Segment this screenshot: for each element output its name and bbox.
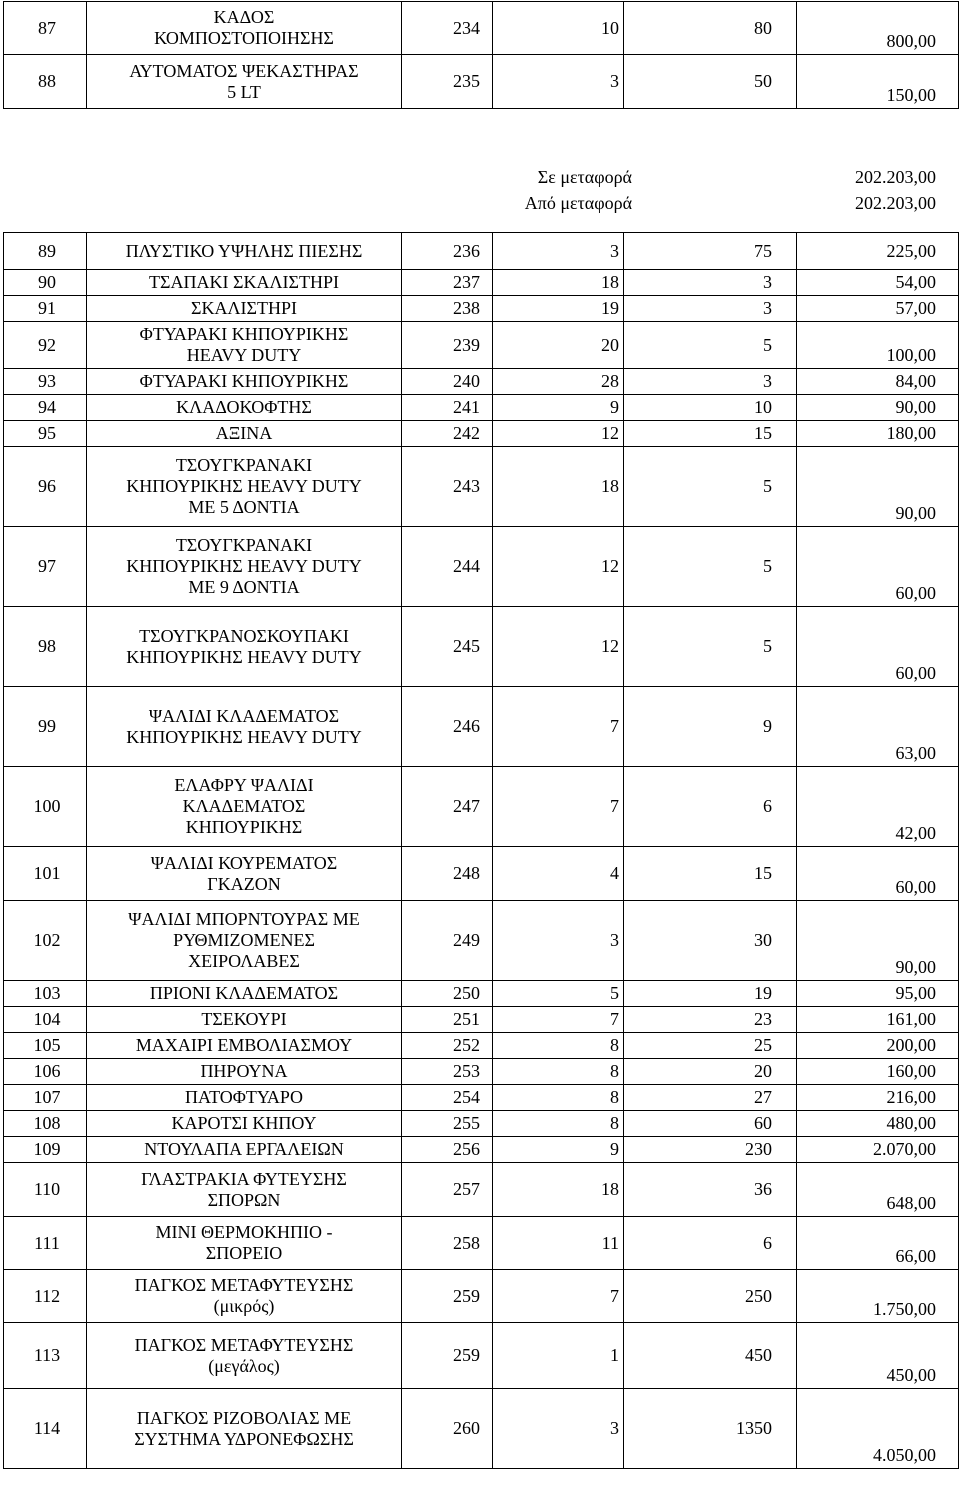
item-code: 252 — [453, 1035, 480, 1055]
item-quantity: 7 — [610, 1285, 619, 1306]
item-total: 648,00 — [886, 1193, 936, 1213]
table-row — [4, 1137, 959, 1163]
item-total: 54,00 — [895, 272, 936, 292]
item-number: 97 — [38, 556, 56, 576]
item-total: 63,00 — [895, 743, 936, 763]
item-quantity: 1 — [610, 1345, 619, 1365]
item-quantity: 18 — [601, 476, 619, 496]
carry-forward-row — [0, 165, 960, 189]
item-code: 255 — [453, 1113, 480, 1133]
item-unit-price: 230 — [745, 1139, 772, 1159]
item-number: 96 — [38, 476, 56, 496]
table-row — [4, 447, 959, 527]
item-code: 260 — [453, 1418, 480, 1438]
item-unit-price: 3 — [763, 272, 772, 292]
item-quantity: 20 — [601, 334, 619, 355]
item-quantity: 9 — [610, 397, 619, 417]
table-row — [4, 296, 959, 322]
item-description-line: ΤΣΑΠΑΚΙ ΣΚΑΛΙΣΤΗΡΙ — [149, 272, 339, 292]
item-unit-price: 27 — [754, 1087, 772, 1107]
item-total: 95,00 — [895, 983, 936, 1003]
item-code: 246 — [453, 716, 480, 736]
item-code: 249 — [453, 930, 480, 950]
item-description-line: ΚΗΠΟΥΡΙΚΗΣ HEAVY DUTY — [126, 556, 362, 576]
item-code: 259 — [453, 1285, 480, 1306]
table-row — [4, 607, 959, 687]
table-row — [4, 1323, 959, 1389]
item-description-line: ΜΙΝΙ ΘΕΡΜΟΚΗΠΙΟ - — [155, 1222, 333, 1242]
item-description-line: ΠΑΓΚΟΣ ΜΕΤΑΦΥΤΕΥΣΗΣ — [134, 1334, 354, 1355]
item-total: 90,00 — [895, 957, 936, 977]
item-description-line: ΑΥΤΟΜΑΤΟΣ ΨΕΚΑΣΤΗΡΑΣ — [129, 60, 359, 81]
item-description-line: ΚΗΠΟΥΡΙΚΗΣ HEAVY DUTY — [126, 646, 362, 667]
item-number: 107 — [33, 1087, 61, 1107]
item-quantity: 18 — [601, 272, 619, 292]
brought-forward-label: Από μεταφορά — [524, 193, 632, 213]
item-quantity: 12 — [601, 423, 619, 443]
item-quantity: 3 — [610, 930, 619, 950]
item-total: 180,00 — [886, 423, 936, 443]
item-total: 1.750,00 — [873, 1299, 936, 1319]
item-description-line: ΨΑΛΙΔΙ ΚΟΥΡΕΜΑΤΟΣ — [150, 852, 338, 873]
item-unit-price: 80 — [754, 17, 772, 38]
table-row — [4, 1059, 959, 1085]
item-unit-price: 450 — [745, 1345, 772, 1365]
item-number: 102 — [33, 930, 61, 950]
item-unit-price: 23 — [754, 1009, 772, 1029]
item-number: 108 — [33, 1113, 61, 1133]
table-row — [4, 981, 959, 1007]
item-quantity: 10 — [601, 17, 619, 38]
table-row — [4, 767, 959, 847]
item-description-line: ΠΑΓΚΟΣ ΡΙΖΟΒΟΛΙΑΣ ΜΕ — [136, 1407, 352, 1428]
item-unit-price: 3 — [763, 371, 772, 391]
item-description-line: ΤΣΕΚΟΥΡΙ — [201, 1009, 287, 1029]
item-quantity: 8 — [610, 1113, 619, 1133]
item-description-line: ΣΠΟΡΩΝ — [207, 1189, 281, 1210]
item-description-line: ΚΗΠΟΥΡΙΚΗΣ — [185, 817, 303, 837]
item-description-line: ΤΣΟΥΓΚΡΑΝΑΚΙ — [175, 455, 313, 475]
item-code: 257 — [453, 1179, 480, 1199]
item-number: 92 — [38, 334, 56, 355]
item-total: 800,00 — [886, 31, 936, 51]
item-quantity: 7 — [610, 1009, 619, 1029]
item-number: 105 — [33, 1035, 61, 1055]
item-number: 93 — [38, 371, 56, 391]
item-description-line: 5 LT — [227, 81, 261, 102]
item-description-line: ΤΣΟΥΓΚΡΑΝΟΣΚΟΥΠΑΚΙ — [139, 625, 349, 646]
item-description-line: ΧΕΙΡΟΛΑΒΕΣ — [188, 951, 300, 971]
item-code: 238 — [453, 298, 480, 318]
item-total: 161,00 — [886, 1009, 936, 1029]
item-total: 480,00 — [886, 1113, 936, 1133]
item-number: 113 — [33, 1345, 61, 1365]
item-quantity: 12 — [601, 636, 619, 656]
table-row — [4, 1270, 959, 1323]
item-code: 259 — [453, 1345, 480, 1365]
table-row — [4, 901, 959, 981]
item-number: 90 — [38, 272, 56, 292]
item-description-line: ΚΛΑΔΕΜΑΤΟΣ — [182, 796, 306, 816]
item-quantity: 12 — [601, 556, 619, 576]
item-unit-price: 36 — [754, 1179, 772, 1199]
item-unit-price: 6 — [763, 796, 772, 816]
item-number: 101 — [33, 863, 61, 883]
item-code: 240 — [453, 371, 480, 391]
brought-forward-row — [0, 191, 960, 215]
item-description-line: ΨΑΛΙΔΙ ΜΠΟΡΝΤΟΥΡΑΣ ΜΕ — [128, 909, 360, 929]
item-description-line: ΜΕ 9 ΔΟΝΤΙΑ — [188, 577, 300, 597]
item-description-line: ΦΤΥΑΡΑΚΙ ΚΗΠΟΥΡΙΚΗΣ — [139, 371, 349, 391]
item-total: 60,00 — [895, 663, 936, 683]
table-row — [4, 421, 959, 447]
item-description-line: ΠΗΡΟΥΝΑ — [200, 1061, 288, 1081]
item-quantity: 3 — [610, 1418, 619, 1438]
items-table-main — [3, 232, 959, 1469]
item-quantity: 8 — [610, 1061, 619, 1081]
item-total: 2.070,00 — [873, 1139, 936, 1159]
table-row — [4, 1111, 959, 1137]
table-row — [4, 527, 959, 607]
item-number: 89 — [38, 240, 56, 261]
item-code: 241 — [453, 397, 480, 417]
item-description-line: ΡΥΘΜΙΖΟΜΕΝΕΣ — [173, 930, 315, 950]
item-code: 236 — [453, 240, 480, 261]
item-description-line: ΚΟΜΠΟΣΤΟΠΟΙΗΣΗΣ — [154, 28, 334, 48]
item-code: 256 — [453, 1139, 480, 1159]
item-total: 150,00 — [886, 85, 936, 105]
item-quantity: 28 — [601, 371, 619, 391]
item-total: 60,00 — [895, 583, 936, 603]
table-row — [4, 233, 959, 270]
item-quantity: 5 — [610, 983, 619, 1003]
item-description-line: ΑΞΙΝΑ — [215, 423, 273, 443]
item-number: 98 — [38, 636, 56, 656]
item-description-line: ΚΛΑΔΟΚΟΦΤΗΣ — [176, 397, 312, 417]
item-unit-price: 15 — [754, 863, 772, 883]
item-unit-price: 25 — [754, 1035, 772, 1055]
item-number: 88 — [38, 71, 56, 91]
table-row — [4, 1033, 959, 1059]
item-unit-price: 5 — [763, 636, 772, 656]
item-description-line: (μικρός) — [213, 1296, 275, 1316]
item-code: 242 — [453, 423, 480, 443]
item-description-line: ΣΥΣΤΗΜΑ ΥΔΡΟΝΕΦΩΣΗΣ — [134, 1428, 354, 1449]
item-unit-price: 1350 — [736, 1418, 772, 1438]
item-total: 200,00 — [886, 1035, 936, 1055]
table-row — [4, 1217, 959, 1270]
item-code: 258 — [453, 1232, 480, 1253]
item-unit-price: 20 — [754, 1061, 772, 1081]
item-description-line: ΓΛΑΣΤΡΑΚΙΑ ΦΥΤΕΥΣΗΣ — [141, 1168, 347, 1189]
brought-forward-value: 202.203,00 — [855, 193, 936, 213]
items-table-top — [3, 1, 959, 109]
item-total: 57,00 — [895, 298, 936, 318]
item-description-line: ΠΑΤΟΦΤΥΑΡΟ — [185, 1087, 303, 1107]
item-quantity: 3 — [610, 240, 619, 261]
item-unit-price: 9 — [763, 716, 772, 736]
item-total: 84,00 — [895, 371, 936, 391]
item-unit-price: 5 — [763, 556, 772, 576]
item-description-line: ΕΛΑΦΡΥ ΨΑΛΙΔΙ — [174, 775, 314, 795]
item-unit-price: 50 — [754, 71, 772, 91]
item-unit-price: 3 — [763, 298, 772, 318]
item-total: 42,00 — [895, 823, 936, 843]
item-quantity: 8 — [610, 1087, 619, 1107]
item-quantity: 8 — [610, 1035, 619, 1055]
item-number: 112 — [33, 1285, 61, 1306]
item-description-line: ΠΛΥΣΤΙΚΟ ΥΨΗΛΗΣ ΠΙΕΣΗΣ — [125, 240, 363, 261]
item-total: 66,00 — [895, 1246, 936, 1266]
item-quantity: 3 — [610, 71, 619, 91]
item-code: 235 — [453, 71, 480, 91]
item-description-line: HEAVY DUTY — [186, 345, 302, 365]
item-number: 99 — [38, 716, 56, 736]
item-number: 109 — [33, 1139, 61, 1159]
item-code: 250 — [453, 983, 480, 1003]
item-unit-price: 5 — [763, 334, 772, 355]
item-description-line: ΠΑΓΚΟΣ ΜΕΤΑΦΥΤΕΥΣΗΣ — [134, 1275, 354, 1295]
item-description-line: (μεγάλος) — [208, 1355, 280, 1376]
item-number: 103 — [33, 983, 61, 1003]
table-row — [4, 270, 959, 296]
item-number: 106 — [33, 1061, 61, 1081]
table-row — [4, 1389, 959, 1469]
item-code: 234 — [453, 17, 480, 38]
item-unit-price: 250 — [745, 1285, 772, 1306]
item-description-line: ΜΑΧΑΙΡΙ ΕΜΒΟΛΙΑΣΜΟΥ — [135, 1035, 353, 1055]
item-unit-price: 6 — [763, 1232, 772, 1253]
item-quantity: 18 — [601, 1179, 619, 1199]
table-row — [4, 55, 959, 109]
item-total: 60,00 — [895, 877, 936, 897]
items-table-top-body — [4, 2, 959, 109]
item-number: 104 — [33, 1009, 61, 1029]
item-description-line: ΦΤΥΑΡΑΚΙ ΚΗΠΟΥΡΙΚΗΣ — [139, 324, 349, 344]
item-code: 239 — [453, 334, 480, 355]
item-code: 248 — [453, 863, 480, 883]
item-code: 243 — [453, 476, 480, 496]
table-row — [4, 1163, 959, 1217]
item-description-line: ΨΑΛΙΔΙ ΚΛΑΔΕΜΑΤΟΣ — [148, 705, 340, 726]
item-number: 111 — [34, 1232, 60, 1253]
table-row — [4, 687, 959, 767]
table-row — [4, 369, 959, 395]
item-quantity: 9 — [610, 1139, 619, 1159]
item-code: 254 — [453, 1087, 480, 1107]
item-number: 87 — [38, 17, 56, 38]
table-row — [4, 1085, 959, 1111]
item-quantity: 19 — [601, 298, 619, 318]
item-code: 237 — [453, 272, 480, 292]
item-unit-price: 60 — [754, 1113, 772, 1133]
item-number: 100 — [33, 796, 61, 816]
item-description-line: ΝΤΟΥΛΑΠΑ ΕΡΓΑΛΕΙΩΝ — [144, 1139, 344, 1159]
item-unit-price: 5 — [763, 476, 772, 496]
item-unit-price: 10 — [754, 397, 772, 417]
item-quantity: 11 — [601, 1232, 619, 1253]
item-number: 95 — [38, 423, 56, 443]
item-number: 94 — [38, 397, 56, 417]
item-description-line: ΚΗΠΟΥΡΙΚΗΣ HEAVY DUTY — [126, 476, 362, 496]
item-total: 216,00 — [886, 1087, 936, 1107]
item-code: 253 — [453, 1061, 480, 1081]
item-description-line: ΠΡΙΟΝΙ ΚΛΑΔΕΜΑΤΟΣ — [149, 983, 339, 1003]
item-code: 247 — [453, 796, 480, 816]
item-unit-price: 15 — [754, 423, 772, 443]
items-table-main-body — [4, 233, 959, 1469]
item-number: 110 — [33, 1179, 61, 1199]
table-row — [4, 322, 959, 369]
table-row — [4, 847, 959, 901]
carry-forward-value: 202.203,00 — [855, 167, 936, 187]
item-total: 225,00 — [886, 240, 936, 261]
item-total: 450,00 — [886, 1365, 936, 1385]
item-code: 251 — [453, 1009, 480, 1029]
item-unit-price: 75 — [754, 240, 772, 261]
item-unit-price: 19 — [754, 983, 772, 1003]
item-total: 160,00 — [886, 1061, 936, 1081]
item-unit-price: 30 — [754, 930, 772, 950]
item-number: 114 — [33, 1418, 61, 1438]
item-total: 90,00 — [895, 503, 936, 523]
carry-forward-label: Σε μεταφορά — [537, 167, 632, 187]
item-quantity: 7 — [610, 796, 619, 816]
item-description-line: ΣΚΑΛΙΣΤΗΡΙ — [191, 298, 297, 318]
item-description-line: ΚΑΡΟΤΣΙ ΚΗΠΟΥ — [171, 1113, 317, 1133]
item-total: 90,00 — [895, 397, 936, 417]
item-description-line: ΣΠΟΡΕΙΟ — [205, 1243, 283, 1263]
table-row — [4, 1007, 959, 1033]
item-total: 100,00 — [886, 345, 936, 365]
item-description-line: ΜΕ 5 ΔΟΝΤΙΑ — [188, 497, 300, 517]
item-code: 245 — [453, 636, 480, 656]
item-description-line: ΓΚΑΖΟΝ — [207, 873, 281, 894]
table-row — [4, 395, 959, 421]
item-total: 4.050,00 — [873, 1445, 936, 1465]
item-description-line: ΤΣΟΥΓΚΡΑΝΑΚΙ — [175, 535, 313, 555]
table-row — [4, 2, 959, 55]
item-number: 91 — [38, 298, 56, 318]
item-quantity: 4 — [610, 863, 619, 883]
item-quantity: 7 — [610, 716, 619, 736]
item-description-line: ΚΗΠΟΥΡΙΚΗΣ HEAVY DUTY — [126, 726, 362, 747]
item-code: 244 — [453, 556, 480, 576]
item-description-line: ΚΑΔΟΣ — [213, 7, 275, 27]
